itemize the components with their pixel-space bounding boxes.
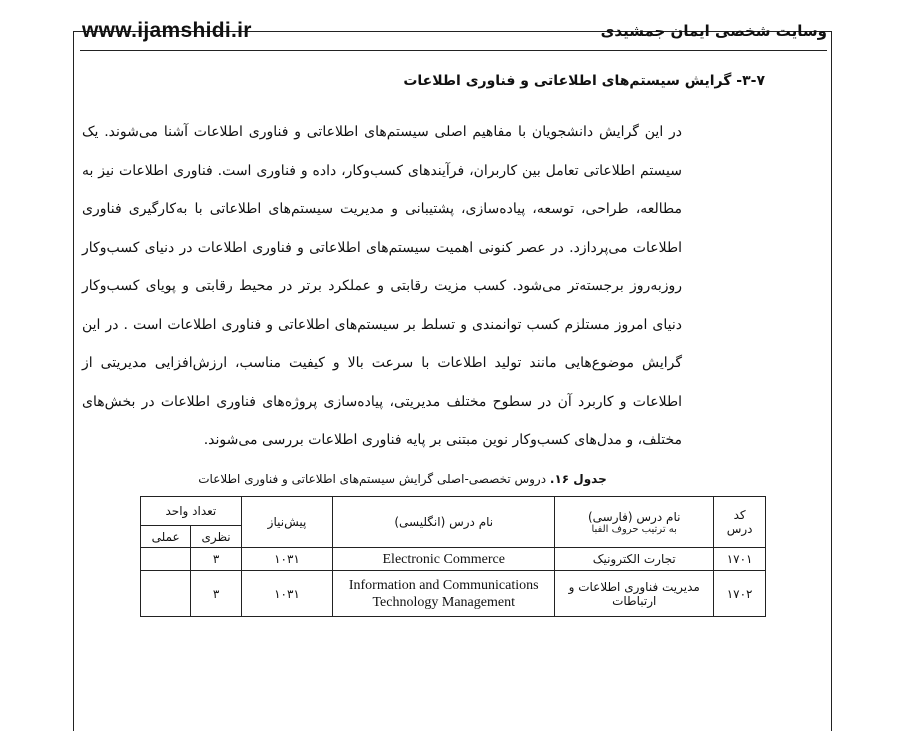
table-caption [140, 472, 665, 486]
body-line: آن در سطوح مختلف مدیریتی، پیاده‌سازی پروژه‌های فناوری اطلاعات در بخش‌های مختلف، و مدل‌های [82, 393, 682, 448]
site-name: وسایت شخصی ایمان جمشیدی [600, 22, 827, 40]
body-line: موضوع‌هایی مانند تولید اطلاعات با سرعت بالا و کیفیت مناسب، ارزش‌افزایی مدیریتی از اطلاعات و کاربرد [82, 355, 682, 410]
body-line: کسب‌وکار نوین مبتنی بر پایه فناوری اطلاعات بررسی می‌شوند. [203, 432, 570, 448]
table-header-row [141, 497, 766, 526]
header-name-en: نام درس (انگلیسی) [333, 497, 555, 548]
header-theory: نظری [191, 526, 241, 548]
cell-prereq: ۱۰۳۱ [241, 548, 332, 571]
body-line: روزبه‌روز برجسته‌تر می‌شود. کسب مزیت رقابتی و عملکرد برتر در محیط رقابتی و پویای کسب‌وکار دنیای [82, 278, 682, 333]
section-number: ۳-۷- [736, 73, 765, 89]
cell-code: ۱۷۰۱ [714, 548, 766, 571]
cell-prereq: ۱۰۳۱ [241, 571, 332, 617]
body-line: سیستم اطلاعاتی تعامل بین کاربران، فرآیندهای کسب‌وکار، داده و فناوری است. فناوری اطلاعات نیز به [82, 162, 682, 179]
header-code: کد درس [714, 497, 766, 548]
body-line: در این گرایش دانشجویان با مفاهیم اصلی سیستم‌های اطلاعاتی و فناوری اطلاعات آشنا می‌شوند. یک [82, 124, 682, 140]
cell-name-en: Information and Communications Technology Management [333, 571, 555, 617]
header-prereq: پیش‌نیاز [241, 497, 332, 548]
cell-name-fa: تجارت الکترونیک [555, 548, 714, 571]
header-divider [80, 50, 827, 51]
body-line: امروز مستلزم کسب توانمندی و تسلط بر سیستم‌های اطلاعاتی و فناوری اطلاعات است . در این گرایش [82, 316, 683, 371]
cell-name-fa: مدیریت فناوری اطلاعات و ارتباطات [555, 571, 714, 617]
header-units: تعداد واحد [141, 497, 242, 526]
header-name-fa: نام درس (فارسی) به ترتیب حروف الفبا [555, 497, 714, 548]
table-row [141, 548, 766, 571]
cell-theory: ۳ [191, 571, 241, 617]
header-practical: عملی [141, 526, 191, 548]
cell-theory: ۳ [191, 548, 241, 571]
cell-code: ۱۷۰۲ [714, 571, 766, 617]
cell-practical [141, 548, 191, 571]
table-caption-label: جدول ۱۶. [549, 472, 607, 486]
body-line: اطلاعات می‌پردازد. در عصر کنونی اهمیت سیستم‌های اطلاعاتی و فناوری اطلاعات در دنیای کسب‌وکار [82, 239, 682, 256]
table-caption-text: دروس تخصصی-اصلی گرایش سیستم‌های اطلاعاتی و فناوری اطلاعات [198, 472, 547, 486]
body-paragraph [82, 113, 682, 460]
courses-table [140, 496, 766, 617]
section-title-text: گرایش سیستم‌های اطلاعاتی و فناوری اطلاعات [403, 73, 732, 89]
section-title [403, 73, 765, 89]
site-url[interactable]: www.ijamshidi.ir [82, 19, 252, 42]
cell-practical [141, 571, 191, 617]
cell-name-en: Electronic Commerce [333, 548, 555, 571]
body-line: مطالعه، طراحی، توسعه، پیاده‌سازی، پشتیبانی و مدیریت سیستم‌های اطلاعاتی با به‌کارگیری فناوری [82, 201, 682, 217]
table-row [141, 571, 766, 617]
